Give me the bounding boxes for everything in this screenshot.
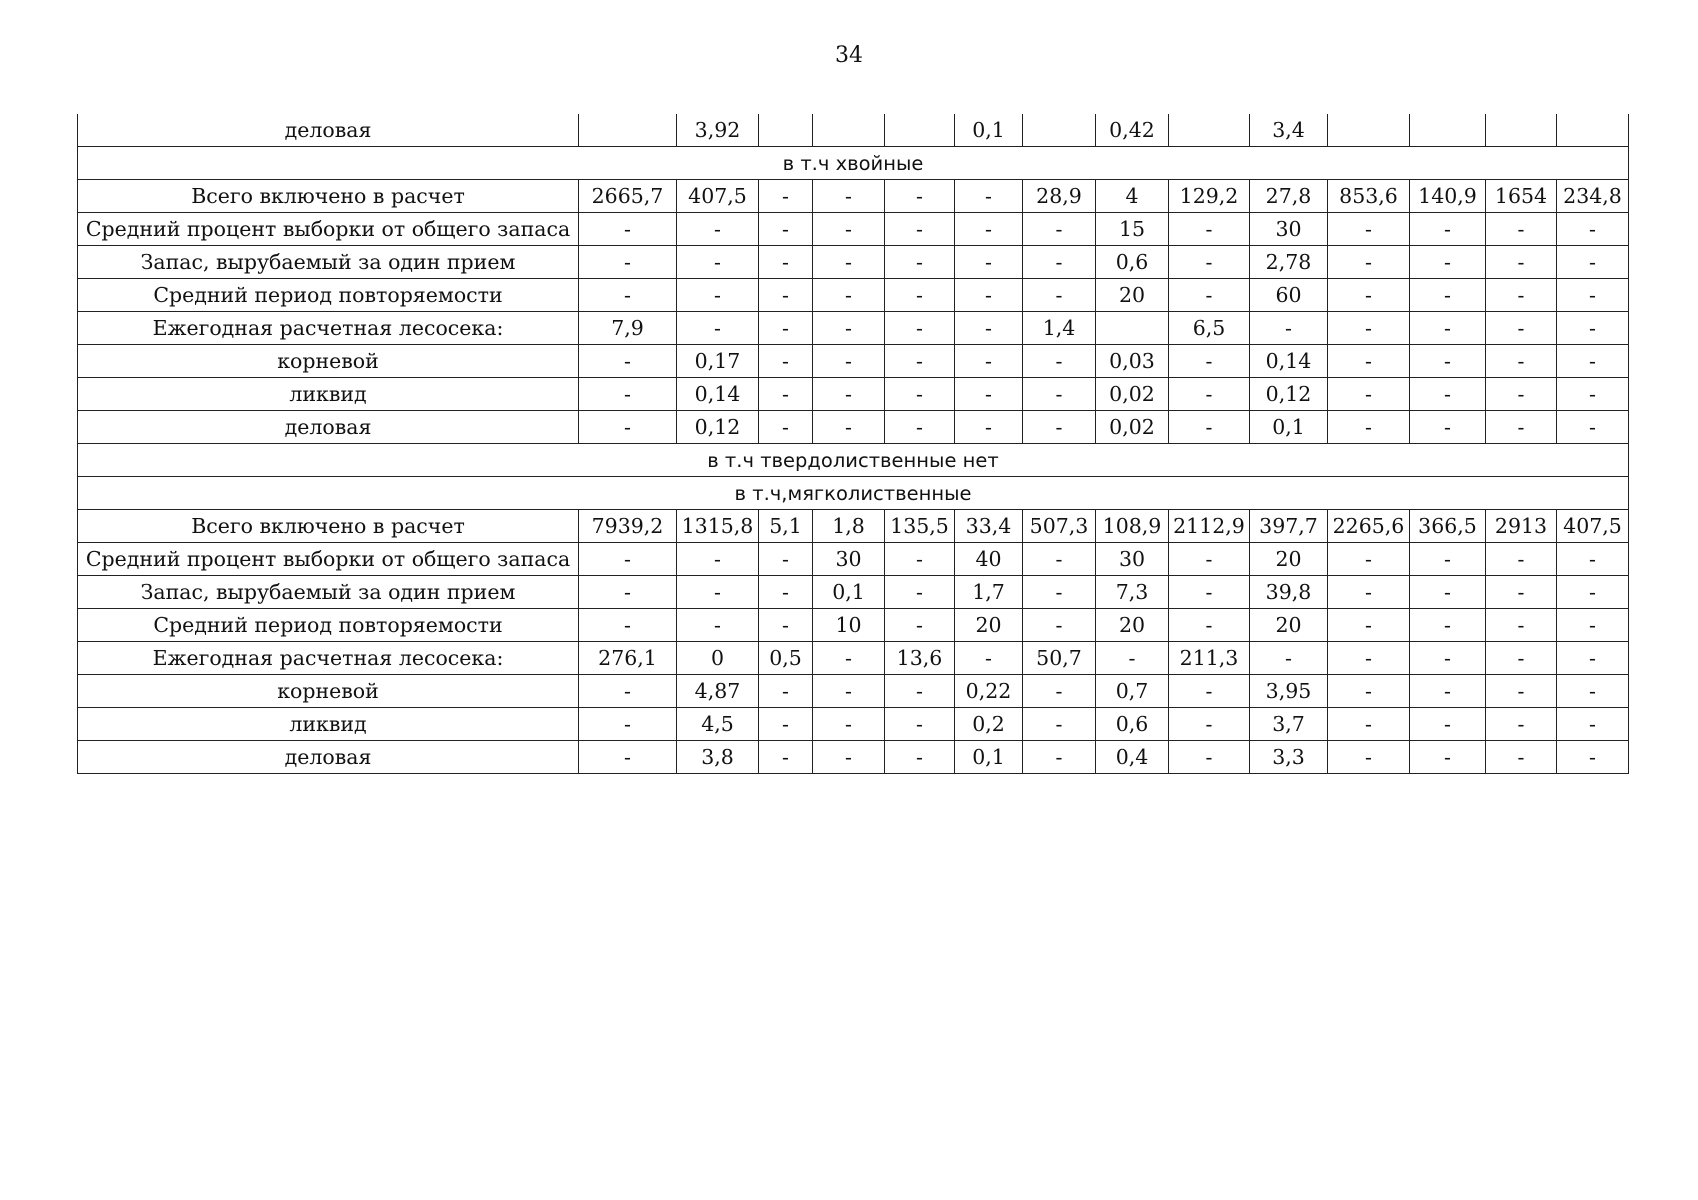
- table-cell: -: [1328, 246, 1410, 279]
- table-cell: -: [1096, 642, 1169, 675]
- table-cell: -: [579, 708, 677, 741]
- table-cell: -: [1557, 213, 1629, 246]
- table-cell: -: [1486, 543, 1557, 576]
- table-cell: -: [885, 345, 955, 378]
- table-cell: -: [579, 741, 677, 774]
- table-cell: -: [1557, 741, 1629, 774]
- table-cell: -: [1557, 642, 1629, 675]
- table-cell: -: [1328, 741, 1410, 774]
- table-cell: [1328, 114, 1410, 147]
- table-cell: -: [885, 180, 955, 213]
- table-cell: 3,92: [677, 114, 759, 147]
- table-row: [78, 312, 1629, 345]
- table-cell: 0,1: [813, 576, 885, 609]
- table-cell: 0,2: [955, 708, 1023, 741]
- table-cell: -: [885, 279, 955, 312]
- table-cell: -: [813, 246, 885, 279]
- table-cell: -: [885, 246, 955, 279]
- table-cell: 13,6: [885, 642, 955, 675]
- table-cell: -: [1410, 279, 1486, 312]
- table-cell: -: [813, 642, 885, 675]
- table-cell: 140,9: [1410, 180, 1486, 213]
- table-cell: 853,6: [1328, 180, 1410, 213]
- table-cell: [759, 114, 813, 147]
- row-label: корневой: [78, 675, 579, 708]
- section-header: в т.ч хвойные: [78, 147, 1629, 180]
- table-cell: -: [1328, 411, 1410, 444]
- table-cell: -: [579, 411, 677, 444]
- table-cell: 234,8: [1557, 180, 1629, 213]
- table-cell: -: [1328, 609, 1410, 642]
- table-cell: -: [1486, 411, 1557, 444]
- table-cell: -: [1486, 279, 1557, 312]
- table-cell: -: [1169, 543, 1250, 576]
- table-cell: -: [955, 312, 1023, 345]
- table-cell: -: [1023, 345, 1096, 378]
- table-row: [78, 642, 1629, 675]
- section-header: в т.ч,мягколиственные: [78, 477, 1629, 510]
- table-cell: 0,12: [677, 411, 759, 444]
- table-cell: [1023, 114, 1096, 147]
- table-cell: -: [1023, 708, 1096, 741]
- table-cell: -: [1557, 543, 1629, 576]
- table-cell: 0,42: [1096, 114, 1169, 147]
- table-cell: -: [1169, 411, 1250, 444]
- table-cell: -: [579, 213, 677, 246]
- table-cell: 2112,9: [1169, 510, 1250, 543]
- table-cell: -: [1328, 642, 1410, 675]
- table-cell: 7,9: [579, 312, 677, 345]
- table-row: [78, 345, 1629, 378]
- table-cell: 6,5: [1169, 312, 1250, 345]
- table-cell: 4: [1096, 180, 1169, 213]
- table-cell: 0,1: [955, 741, 1023, 774]
- table-cell: -: [955, 180, 1023, 213]
- row-label: ликвид: [78, 378, 579, 411]
- table-cell: 20: [1096, 609, 1169, 642]
- table-cell: -: [885, 213, 955, 246]
- table-cell: 2,78: [1250, 246, 1328, 279]
- table-cell: 0,6: [1096, 708, 1169, 741]
- table-cell: 0,02: [1096, 378, 1169, 411]
- table-cell: [1557, 114, 1629, 147]
- table-cell: -: [1169, 576, 1250, 609]
- table-cell: 10: [813, 609, 885, 642]
- row-label: Всего включено в расчет: [78, 510, 579, 543]
- row-label: Ежегодная расчетная лесосека:: [78, 642, 579, 675]
- table-cell: -: [579, 378, 677, 411]
- table-row: [78, 675, 1629, 708]
- table-cell: -: [1486, 213, 1557, 246]
- table-cell: [813, 114, 885, 147]
- table-cell: 366,5: [1410, 510, 1486, 543]
- row-label: Средний процент выборки от общего запаса: [78, 213, 579, 246]
- table-cell: 0,14: [677, 378, 759, 411]
- table-cell: -: [1023, 576, 1096, 609]
- table-cell: -: [1557, 609, 1629, 642]
- table-cell: -: [1023, 378, 1096, 411]
- table-cell: -: [1557, 279, 1629, 312]
- table-cell: -: [813, 675, 885, 708]
- section-header-row: [78, 444, 1629, 477]
- table-cell: -: [813, 345, 885, 378]
- table-cell: 50,7: [1023, 642, 1096, 675]
- table-cell: -: [759, 345, 813, 378]
- table-cell: 1,7: [955, 576, 1023, 609]
- table-cell: -: [1328, 279, 1410, 312]
- table-cell: -: [579, 675, 677, 708]
- table-cell: -: [1169, 279, 1250, 312]
- table-cell: 397,7: [1250, 510, 1328, 543]
- table-cell: -: [677, 609, 759, 642]
- table-row: [78, 246, 1629, 279]
- table-cell: -: [759, 213, 813, 246]
- table-cell: -: [1557, 246, 1629, 279]
- table-cell: 1315,8: [677, 510, 759, 543]
- table-cell: -: [759, 312, 813, 345]
- table-cell: -: [1410, 246, 1486, 279]
- table-cell: 40: [955, 543, 1023, 576]
- table-cell: -: [759, 675, 813, 708]
- table-cell: -: [1023, 213, 1096, 246]
- table-cell: 0,03: [1096, 345, 1169, 378]
- table-cell: [885, 114, 955, 147]
- table-cell: 20: [1096, 279, 1169, 312]
- table-cell: 30: [1096, 543, 1169, 576]
- table-cell: -: [1169, 246, 1250, 279]
- table-cell: -: [1486, 642, 1557, 675]
- table-row: [78, 114, 1629, 147]
- table-row: [78, 411, 1629, 444]
- table-cell: -: [1557, 345, 1629, 378]
- table-cell: 0,1: [955, 114, 1023, 147]
- table-cell: -: [1023, 279, 1096, 312]
- table-cell: 7,3: [1096, 576, 1169, 609]
- table-cell: 211,3: [1169, 642, 1250, 675]
- row-label: Запас, вырубаемый за один прием: [78, 246, 579, 279]
- table-cell: -: [813, 213, 885, 246]
- table-row: [78, 741, 1629, 774]
- table-cell: -: [1023, 543, 1096, 576]
- table-cell: 3,4: [1250, 114, 1328, 147]
- table-row: [78, 576, 1629, 609]
- table-cell: 39,8: [1250, 576, 1328, 609]
- table-cell: -: [759, 180, 813, 213]
- table-cell: 0,4: [1096, 741, 1169, 774]
- table-cell: -: [1486, 741, 1557, 774]
- table-cell: -: [1328, 345, 1410, 378]
- table-cell: 15: [1096, 213, 1169, 246]
- table-cell: 5,1: [759, 510, 813, 543]
- table-cell: [1096, 312, 1169, 345]
- table-row: [78, 543, 1629, 576]
- table-cell: -: [1169, 675, 1250, 708]
- table-cell: 0,7: [1096, 675, 1169, 708]
- table-cell: -: [1486, 708, 1557, 741]
- table-cell: -: [1486, 378, 1557, 411]
- table-cell: -: [1410, 576, 1486, 609]
- table-cell: -: [813, 741, 885, 774]
- table-cell: -: [955, 246, 1023, 279]
- table-cell: -: [1023, 741, 1096, 774]
- table-cell: -: [579, 576, 677, 609]
- row-label: Запас, вырубаемый за один прием: [78, 576, 579, 609]
- table-cell: -: [1557, 708, 1629, 741]
- row-label: Ежегодная расчетная лесосека:: [78, 312, 579, 345]
- table-cell: 7939,2: [579, 510, 677, 543]
- table-cell: -: [1328, 675, 1410, 708]
- table-cell: -: [1250, 642, 1328, 675]
- table-cell: -: [955, 279, 1023, 312]
- table-cell: 0,12: [1250, 378, 1328, 411]
- table-cell: -: [677, 213, 759, 246]
- table-cell: -: [1410, 642, 1486, 675]
- table-row: [78, 609, 1629, 642]
- section-header: в т.ч твердолиственные нет: [78, 444, 1629, 477]
- table-cell: -: [1250, 312, 1328, 345]
- row-label: ликвид: [78, 708, 579, 741]
- table-cell: 33,4: [955, 510, 1023, 543]
- table-cell: -: [1410, 741, 1486, 774]
- table-cell: -: [885, 609, 955, 642]
- table-cell: 30: [813, 543, 885, 576]
- row-label: Средний процент выборки от общего запаса: [78, 543, 579, 576]
- section-header-row: [78, 147, 1629, 180]
- table-cell: -: [885, 576, 955, 609]
- table-cell: -: [885, 741, 955, 774]
- table-cell: 0,5: [759, 642, 813, 675]
- table-cell: 28,9: [1023, 180, 1096, 213]
- table-cell: -: [1410, 345, 1486, 378]
- table-cell: -: [813, 378, 885, 411]
- table-cell: -: [1023, 675, 1096, 708]
- table-cell: -: [1169, 708, 1250, 741]
- table-cell: 4,5: [677, 708, 759, 741]
- table-cell: -: [759, 708, 813, 741]
- table-cell: -: [579, 246, 677, 279]
- table-cell: -: [1486, 609, 1557, 642]
- table-cell: 0,22: [955, 675, 1023, 708]
- table-cell: -: [1328, 543, 1410, 576]
- table-cell: -: [677, 576, 759, 609]
- table-cell: 1,8: [813, 510, 885, 543]
- table-cell: -: [1410, 609, 1486, 642]
- table-cell: -: [677, 543, 759, 576]
- table-cell: [579, 114, 677, 147]
- table-cell: -: [885, 543, 955, 576]
- table-cell: -: [1328, 312, 1410, 345]
- table-cell: 20: [955, 609, 1023, 642]
- table-cell: -: [1410, 543, 1486, 576]
- table-cell: -: [759, 279, 813, 312]
- section-header-row: [78, 477, 1629, 510]
- table-cell: 3,95: [1250, 675, 1328, 708]
- table-cell: -: [1486, 312, 1557, 345]
- table-cell: 0,6: [1096, 246, 1169, 279]
- table-cell: -: [1557, 576, 1629, 609]
- table-cell: -: [1410, 675, 1486, 708]
- table-cell: -: [1169, 378, 1250, 411]
- table-cell: -: [1557, 675, 1629, 708]
- table-cell: -: [1557, 378, 1629, 411]
- row-label: Средний период повторяемости: [78, 279, 579, 312]
- table-cell: -: [955, 378, 1023, 411]
- table-cell: -: [955, 213, 1023, 246]
- table-cell: 30: [1250, 213, 1328, 246]
- table-cell: -: [759, 741, 813, 774]
- table-cell: -: [759, 246, 813, 279]
- table-cell: -: [579, 279, 677, 312]
- table-cell: -: [1410, 708, 1486, 741]
- table-cell: 2665,7: [579, 180, 677, 213]
- table-cell: -: [885, 378, 955, 411]
- table-cell: -: [885, 675, 955, 708]
- table-cell: -: [1486, 246, 1557, 279]
- table-cell: 0,14: [1250, 345, 1328, 378]
- table-cell: -: [579, 609, 677, 642]
- table-cell: 4,87: [677, 675, 759, 708]
- table-cell: -: [1328, 708, 1410, 741]
- table-cell: -: [813, 708, 885, 741]
- table-cell: 1654: [1486, 180, 1557, 213]
- table-cell: 3,8: [677, 741, 759, 774]
- table-cell: -: [1557, 312, 1629, 345]
- table-row: [78, 279, 1629, 312]
- table-cell: -: [1023, 609, 1096, 642]
- table-cell: 60: [1250, 279, 1328, 312]
- table-cell: -: [1486, 675, 1557, 708]
- table-cell: -: [1328, 378, 1410, 411]
- table-body: [78, 114, 1629, 774]
- page-number: 34: [835, 43, 863, 68]
- table-cell: [1486, 114, 1557, 147]
- row-label: деловая: [78, 114, 579, 147]
- table-cell: -: [1557, 411, 1629, 444]
- table-cell: -: [885, 411, 955, 444]
- table-cell: 135,5: [885, 510, 955, 543]
- table-cell: [1169, 114, 1250, 147]
- table-cell: 0,02: [1096, 411, 1169, 444]
- table-cell: -: [759, 576, 813, 609]
- table-cell: -: [1486, 345, 1557, 378]
- table-cell: -: [955, 411, 1023, 444]
- table-cell: -: [1328, 213, 1410, 246]
- table-cell: -: [1410, 411, 1486, 444]
- table-cell: -: [1169, 345, 1250, 378]
- table-cell: -: [813, 279, 885, 312]
- table-cell: 0: [677, 642, 759, 675]
- table-cell: 507,3: [1023, 510, 1096, 543]
- table-row: [78, 708, 1629, 741]
- table-cell: 108,9: [1096, 510, 1169, 543]
- table-cell: 20: [1250, 609, 1328, 642]
- table-cell: -: [955, 345, 1023, 378]
- table-cell: -: [1410, 312, 1486, 345]
- table-cell: -: [1328, 576, 1410, 609]
- table-cell: -: [677, 279, 759, 312]
- table-cell: -: [677, 246, 759, 279]
- table-cell: -: [1410, 213, 1486, 246]
- table-cell: 129,2: [1169, 180, 1250, 213]
- table-cell: -: [955, 642, 1023, 675]
- table-row: [78, 378, 1629, 411]
- table-cell: 0,17: [677, 345, 759, 378]
- row-label: деловая: [78, 741, 579, 774]
- table-cell: 20: [1250, 543, 1328, 576]
- table-cell: 0,1: [1250, 411, 1328, 444]
- table-cell: -: [1023, 246, 1096, 279]
- row-label: Всего включено в расчет: [78, 180, 579, 213]
- table-cell: -: [1169, 609, 1250, 642]
- table-cell: -: [1169, 741, 1250, 774]
- table-cell: -: [813, 180, 885, 213]
- table-cell: 407,5: [677, 180, 759, 213]
- table-cell: -: [1169, 213, 1250, 246]
- table-cell: 3,7: [1250, 708, 1328, 741]
- table-cell: -: [885, 708, 955, 741]
- table-cell: 276,1: [579, 642, 677, 675]
- table-cell: -: [759, 411, 813, 444]
- table-cell: -: [885, 312, 955, 345]
- row-label: Средний период повторяемости: [78, 609, 579, 642]
- table-cell: 27,8: [1250, 180, 1328, 213]
- row-label: деловая: [78, 411, 579, 444]
- cutting-area-table: [77, 114, 1629, 774]
- table-cell: -: [1410, 378, 1486, 411]
- table-cell: [1410, 114, 1486, 147]
- table-cell: 2913: [1486, 510, 1557, 543]
- row-label: корневой: [78, 345, 579, 378]
- table-cell: 2265,6: [1328, 510, 1410, 543]
- table-cell: -: [677, 312, 759, 345]
- table-cell: 407,5: [1557, 510, 1629, 543]
- table-cell: -: [813, 312, 885, 345]
- table-cell: -: [579, 345, 677, 378]
- table-cell: -: [813, 411, 885, 444]
- table-row: [78, 510, 1629, 543]
- table-cell: -: [759, 378, 813, 411]
- table-cell: -: [1023, 411, 1096, 444]
- table-cell: -: [759, 543, 813, 576]
- table-cell: 3,3: [1250, 741, 1328, 774]
- table-cell: -: [759, 609, 813, 642]
- table-cell: -: [579, 543, 677, 576]
- table-row: [78, 180, 1629, 213]
- table-cell: 1,4: [1023, 312, 1096, 345]
- table-row: [78, 213, 1629, 246]
- table-cell: -: [1486, 576, 1557, 609]
